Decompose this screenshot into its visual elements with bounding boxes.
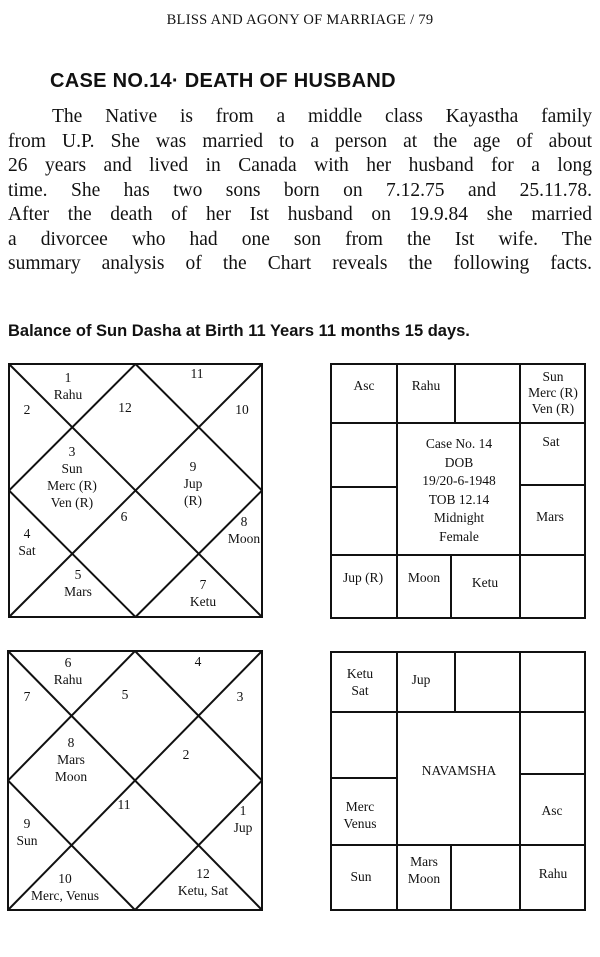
house-number: 5 <box>74 567 82 582</box>
cell-mars-moon <box>408 853 440 887</box>
house-number: 12 <box>118 400 132 415</box>
cell-jup: Jup <box>411 672 431 687</box>
planet: Merc <box>345 799 375 814</box>
house-7 <box>190 576 216 610</box>
planet: Merc (R) <box>47 478 97 493</box>
rasi-north-chart <box>8 363 263 618</box>
house-number: 3 <box>236 689 244 704</box>
house-7 <box>24 688 31 705</box>
paragraph-line: from U.P. She was married to a person at the age of about <box>8 130 592 152</box>
planet: Moon <box>54 769 88 784</box>
house-number: 8 <box>240 514 248 529</box>
tob-period: Midnight <box>433 510 485 525</box>
planet: Ven (R) <box>50 495 94 510</box>
house-5 <box>64 566 92 600</box>
house-number: 3 <box>68 444 76 459</box>
planet: Merc, Venus <box>31 888 99 903</box>
cell-asc: Asc <box>353 378 375 393</box>
case-number: Case No. 14 <box>425 436 493 451</box>
case-title: CASE NO.14· DEATH OF HUSBAND <box>50 70 396 92</box>
dob-value: 19/20-6-1948 <box>422 473 496 488</box>
planet: Sun <box>16 833 38 848</box>
house-6 <box>54 654 83 688</box>
house-2 <box>24 401 31 418</box>
planet: Jup <box>233 820 253 835</box>
planet: Ketu <box>346 666 374 681</box>
house-number: 2 <box>182 747 190 762</box>
house-6 <box>121 508 128 525</box>
planet: Mars <box>57 752 85 767</box>
dasha-heading: Balance of Sun Dasha at Birth 11 Years 11 months 15 days. <box>8 322 470 340</box>
dob-label: DOB <box>444 454 474 470</box>
house-number: 4 <box>23 526 31 541</box>
house-3 <box>237 688 244 705</box>
navamsha-title: NAVAMSHA <box>421 763 497 778</box>
navamsha-south-chart <box>330 651 586 911</box>
house-number: 10 <box>235 402 249 417</box>
planet: Ven (R) <box>531 401 575 416</box>
planet: Moon <box>407 871 441 886</box>
paragraph-line: The Native is from a middle class Kayastha family <box>52 106 592 127</box>
cell-jup: Jup (R) <box>342 570 384 585</box>
paragraph-line: time. She has two sons born on 7.12.75 and 25.11.78. <box>8 179 592 201</box>
planet: Mars <box>64 584 92 599</box>
house-number: 12 <box>196 866 210 881</box>
planet: Mars <box>410 854 438 869</box>
navamsha-north-chart <box>7 650 263 911</box>
house-10 <box>235 401 249 418</box>
planet: Sun <box>542 369 564 384</box>
house-number: 1 <box>64 370 72 385</box>
planet: Jup <box>183 476 203 491</box>
house-number: 7 <box>23 689 31 704</box>
house-number: 2 <box>23 402 31 417</box>
house-number: 9 <box>189 459 197 474</box>
cell-ketu: Ketu <box>471 575 499 590</box>
house-number: 9 <box>23 816 31 831</box>
house-2 <box>183 746 190 763</box>
house-number: 10 <box>58 871 72 886</box>
house-12 <box>118 399 132 416</box>
house-10 <box>31 870 99 904</box>
paragraph-line: summary analysis of the Chart reveals the following facts. <box>8 253 592 274</box>
house-1 <box>54 369 83 403</box>
chart-center-info <box>422 435 496 546</box>
house-11 <box>191 365 204 382</box>
planet: Rahu <box>53 672 83 687</box>
tob: TOB 12.14 <box>428 491 490 507</box>
paragraph-line: 26 years and lived in Canada with her husband for a long <box>8 155 592 176</box>
house-9 <box>16 815 37 849</box>
planet: Sat <box>351 683 369 698</box>
planet: Moon <box>227 531 261 546</box>
house-5 <box>122 686 129 703</box>
house-number: 11 <box>117 797 131 812</box>
planet: Ketu <box>189 594 217 609</box>
planet: (R) <box>183 493 202 508</box>
cell-rahu: Rahu <box>538 866 568 881</box>
house-9 <box>184 458 203 509</box>
cell-moon: Moon <box>407 570 441 585</box>
planet: Sun <box>61 461 83 476</box>
paragraph-line: a divorcee who had one son from the Ist wife. The <box>8 228 592 250</box>
planet: Venus <box>343 816 377 831</box>
cell-merc-venus <box>344 798 377 832</box>
house-8 <box>228 513 260 547</box>
house-11 <box>118 796 131 813</box>
house-4 <box>18 525 35 559</box>
cell-asc: Asc <box>541 803 563 818</box>
house-number: 7 <box>199 577 207 592</box>
house-4 <box>195 653 202 670</box>
running-head: BLISS AND AGONY OF MARRIAGE / 79 <box>166 12 434 28</box>
house-number: 4 <box>194 654 202 669</box>
planet: Sat <box>18 543 36 558</box>
house-number: 11 <box>190 366 204 381</box>
planet: Merc (R) <box>528 385 578 400</box>
house-3 <box>47 443 97 511</box>
cell-mars: Mars <box>536 509 564 524</box>
cell-sun-merc-ven <box>528 369 578 417</box>
house-number: 8 <box>67 735 75 750</box>
rasi-south-chart <box>330 363 586 619</box>
case-paragraph <box>8 105 592 277</box>
house-number: 6 <box>120 509 128 524</box>
house-number: 6 <box>64 655 72 670</box>
planet: Ketu, Sat <box>177 883 229 898</box>
cell-ketu-sat <box>347 665 373 699</box>
house-number: 1 <box>239 803 247 818</box>
paragraph-line: After the death of her Ist husband on 19.9.84 she married <box>8 204 592 225</box>
house-12 <box>178 865 228 899</box>
cell-rahu: Rahu <box>411 378 441 393</box>
house-1 <box>234 802 253 836</box>
house-8 <box>55 734 87 785</box>
gender: Female <box>439 528 479 544</box>
house-number: 5 <box>121 687 129 702</box>
cell-sat: Sat <box>542 434 560 449</box>
planet: Rahu <box>53 387 83 402</box>
cell-sun: Sun <box>350 869 372 884</box>
